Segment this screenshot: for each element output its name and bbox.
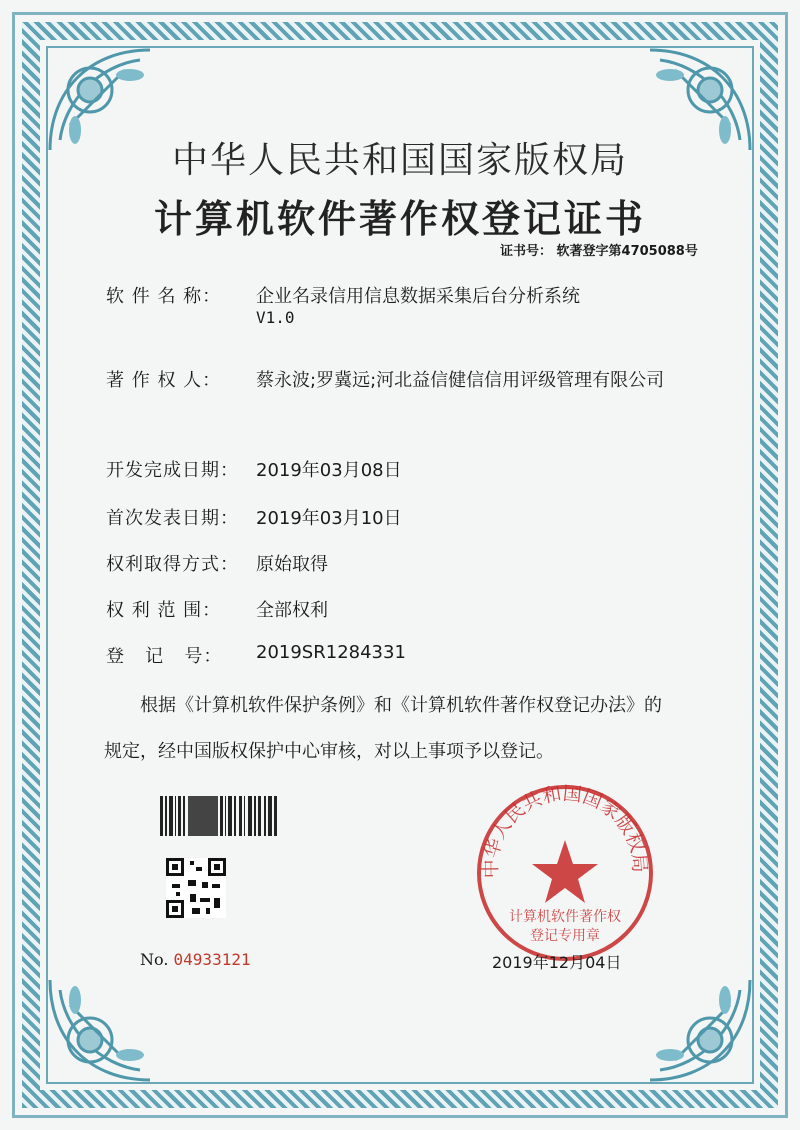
field-value: 企业名录信用信息数据采集后台分析系统 — [256, 286, 580, 307]
svg-text:中华人民共和国国家版权局: 中华人民共和国国家版权局 — [479, 782, 651, 879]
corner-ornament-icon — [30, 960, 170, 1100]
issuer-heading: 中华人民共和国国家版权局 — [171, 140, 628, 181]
field-label: 软 件 名 称： — [106, 286, 222, 307]
field-value: 2019年03月08日 — [256, 460, 402, 481]
certificate-number: 证书号： 软著登字第4705088号 — [500, 244, 698, 259]
body-text-line1: 根据《计算机软件保护条例》和《计算机软件著作权登记办法》的 — [140, 695, 662, 716]
field-value: 蔡永波;罗冀远;河北益信健信信用评级管理有限公司 — [256, 370, 665, 391]
qr-code-icon — [166, 858, 226, 918]
serial-prefix: No. — [140, 950, 169, 969]
field-label: 首次发表日期： — [106, 508, 239, 529]
field-row-registration-number — [106, 642, 406, 668]
svg-text:登记专用章: 登记专用章 — [530, 928, 600, 944]
field-label: 登 记 号： — [106, 646, 223, 667]
body-text-line2: 规定，经中国版权保护中心审核，对以上事项予以登记。 — [104, 741, 554, 762]
field-value-version: V1.0 — [256, 308, 295, 327]
serial-number-value: 04933121 — [173, 950, 251, 969]
official-seal-icon — [470, 778, 660, 968]
field-value: 原始取得 — [256, 554, 328, 575]
certificate-title: 计算机软件著作权登记证书 — [153, 197, 646, 241]
field-label: 权 利 范 围： — [106, 600, 222, 621]
field-row-copyright-owner — [106, 366, 664, 392]
svg-text:计算机软件著作权: 计算机软件著作权 — [509, 909, 621, 925]
field-label: 权利取得方式： — [106, 554, 239, 575]
field-value: 2019SR1284331 — [256, 642, 406, 663]
issue-date: 2019年12月04日 — [492, 953, 622, 972]
serial-number — [140, 950, 251, 969]
field-row-completion-date — [106, 456, 402, 482]
corner-ornament-icon — [630, 960, 770, 1100]
barcode-icon — [160, 796, 280, 836]
field-row-acquisition-method — [106, 550, 328, 576]
field-row-publish-date — [106, 504, 402, 530]
field-label: 著 作 权 人： — [106, 370, 222, 391]
field-value: 2019年03月10日 — [256, 508, 402, 529]
field-label: 开发完成日期： — [106, 460, 239, 481]
field-value: 全部权利 — [256, 600, 328, 621]
field-row-rights-scope — [106, 596, 328, 622]
field-row-software-name — [106, 282, 580, 327]
